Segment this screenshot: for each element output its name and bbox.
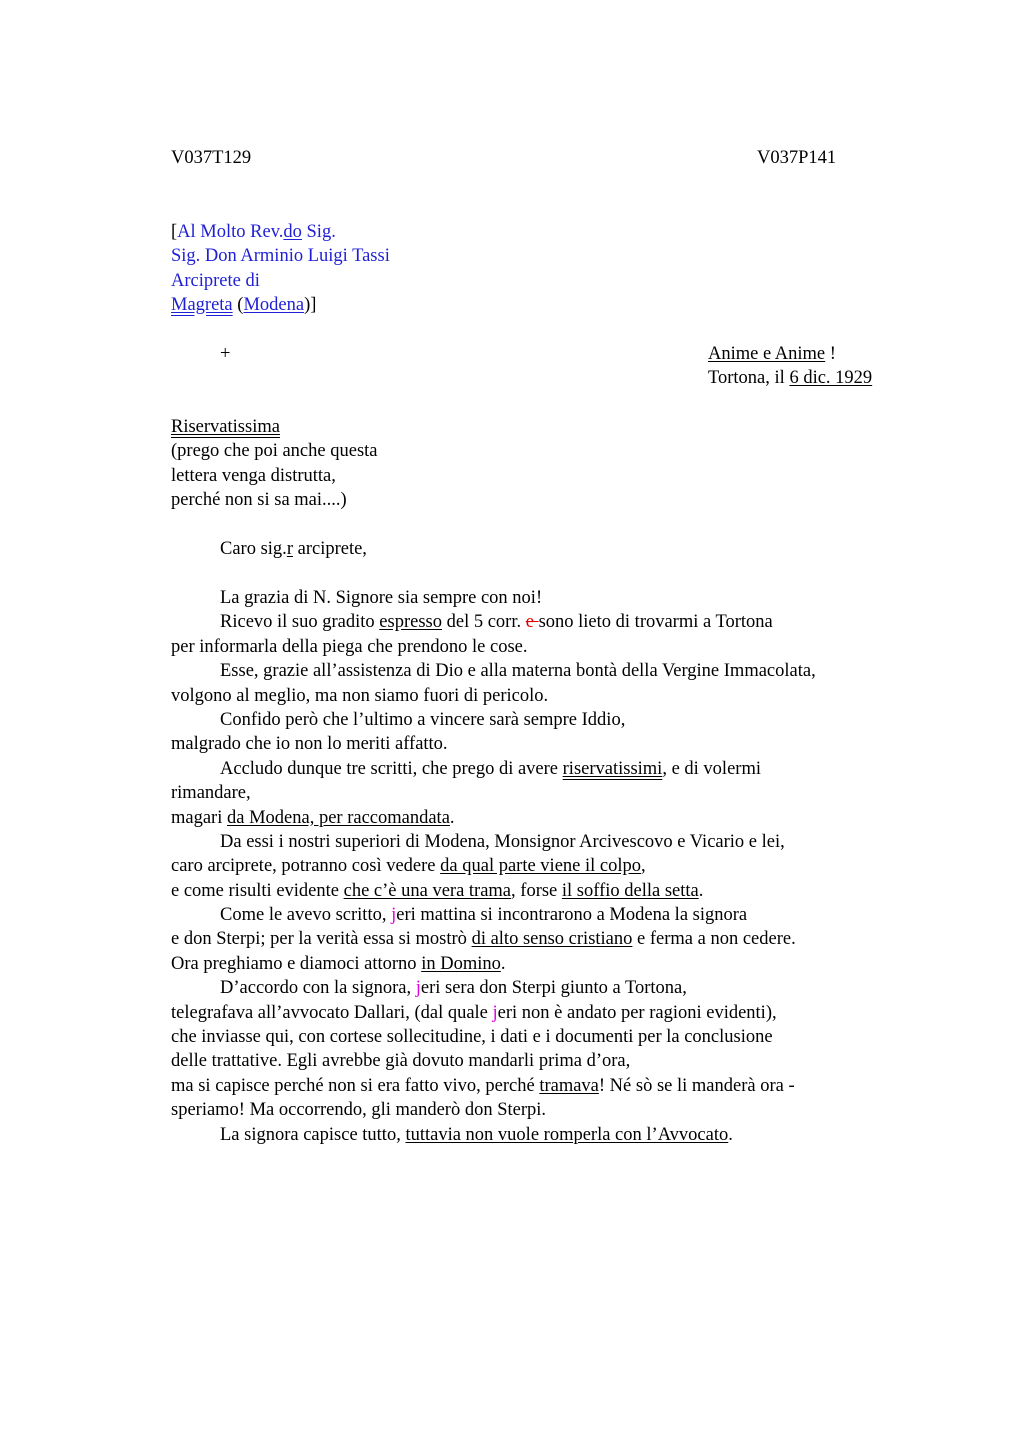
letter-body: [171, 586, 816, 1147]
body-line: rimandare,: [171, 783, 251, 804]
address-line-4: Magreta (Modena)]: [171, 295, 317, 316]
body-line: D’accordo con la signora, jeri sera don Sterpi giunto a Tortona,: [220, 978, 687, 999]
body-line: Esse, grazie all’assistenza di Dio e alla materna bontà della Vergine Immacolata,: [220, 661, 816, 682]
body-line: e don Sterpi; per la verità essa si mostrò di alto senso cristiano e ferma a non cedere.: [171, 929, 796, 950]
body-line: magari da Modena, per raccomandata.: [171, 807, 455, 828]
dateline: Tortona, il 6 dic. 1929: [708, 368, 873, 388]
body-line: malgrado che io non lo meriti affatto.: [171, 734, 448, 755]
body-line: Confido però che l’ultimo a vincere sarà sempre Iddio,: [220, 709, 626, 730]
body-line: La grazia di N. Signore sia sempre con noi!: [220, 588, 543, 608]
confidential-note-3: perché non si sa mai....): [171, 490, 347, 511]
address-line-2: Sig. Don Arminio Luigi Tassi: [171, 246, 390, 267]
document-code-right: V037P141: [757, 148, 837, 168]
confidential-title: Riservatissima: [171, 417, 280, 437]
address-block: [171, 220, 390, 318]
address-line-1: [Al Molto Rev.do Sig.: [171, 222, 336, 242]
body-line: volgono al meglio, ma non siamo fuori di pericolo.: [171, 685, 549, 706]
body-line: Come le avevo scritto, jeri mattina si incontrarono a Modena la signora: [220, 905, 748, 926]
body-line: Ora preghiamo e diamoci attorno in Domino.: [171, 953, 506, 974]
body-line: e come risulti evidente che c’è una vera trama, forse il soffio della setta.: [171, 880, 704, 901]
body-line: per informarla della piega che prendono le cose.: [171, 636, 528, 657]
body-line: Da essi i nostri superiori di Modena, Monsignor Arcivescovo e Vicario e lei,: [220, 831, 785, 852]
body-line: La signora capisce tutto, tuttavia non vuole romperla con l’Avvocato.: [220, 1124, 733, 1145]
body-line: telegrafava all’avvocato Dallari, (dal quale jeri non è andato per ragioni evidenti),: [171, 1002, 777, 1023]
salutation: Caro sig.r arciprete,: [220, 539, 367, 559]
body-line: Ricevo il suo gradito espresso del 5 corr. e sono lieto di trovarmi a Tortona: [220, 612, 773, 633]
body-line: speriamo! Ma occorrendo, gli manderò don Sterpi.: [171, 1100, 547, 1121]
body-line: Accludo dunque tre scritti, che prego di avere riservatissimi, e di volermi: [220, 758, 761, 779]
document-code-left: V037T129: [171, 148, 252, 168]
body-line: ma si capisce perché non si era fatto vivo, perché tramava! Né sò se li manderà ora -: [171, 1075, 795, 1096]
confidential-note-1: (prego che poi anche questa: [171, 441, 378, 462]
address-line-3: Arciprete di: [171, 270, 260, 291]
body-line: delle trattative. Egli avrebbe già dovuto mandarli prima d’ora,: [171, 1051, 631, 1072]
motto: Anime e Anime !: [708, 344, 836, 364]
confidential-note-2: lettera venga distrutta,: [171, 465, 336, 486]
confidential-block: [171, 415, 378, 513]
body-line: che inviasse qui, con cortese sollecitudine, i dati e i documenti per la conclusione: [171, 1027, 773, 1048]
cross-symbol: +: [220, 344, 231, 364]
body-line: caro arciprete, potranno così vedere da qual parte viene il colpo,: [171, 856, 646, 877]
